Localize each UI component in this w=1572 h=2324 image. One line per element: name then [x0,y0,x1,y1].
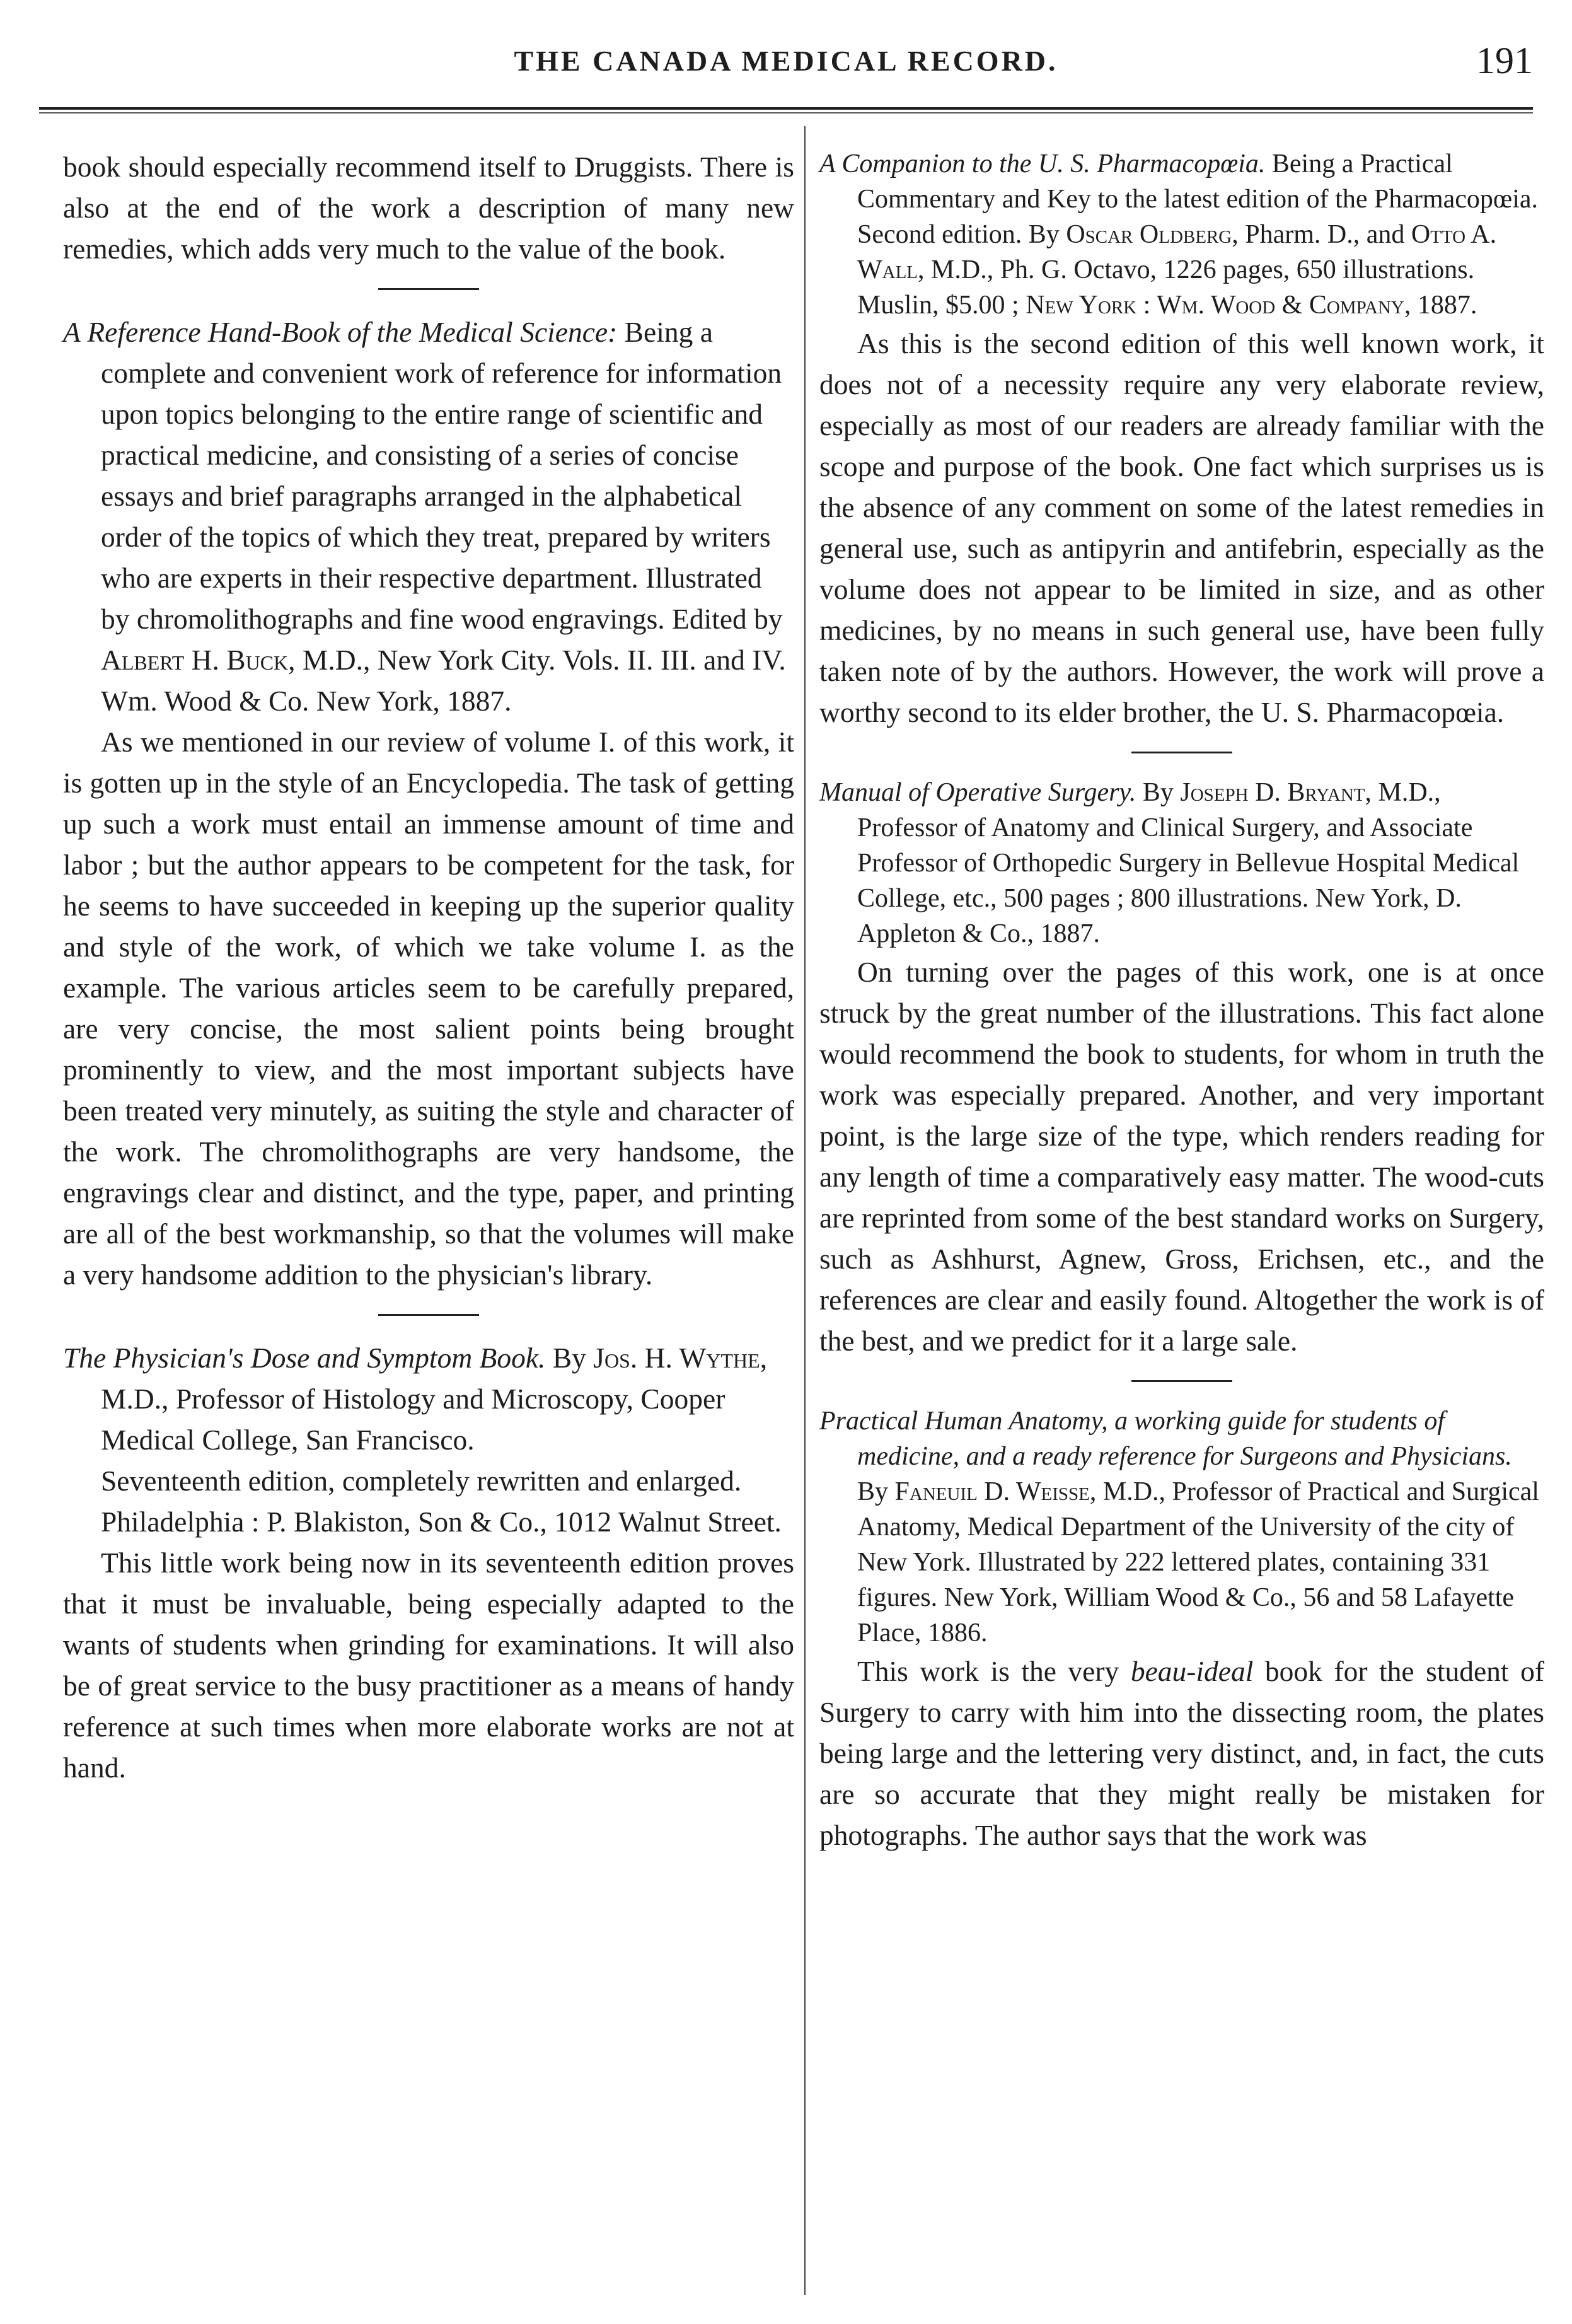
section-separator [378,1314,479,1316]
book-author: Joseph D. Bryant [1180,778,1365,807]
book-description: Being a Practical Commentary and Key to the latest edition of the Pharmacopœia. Second edition. By [857,149,1539,249]
right-column [819,146,1544,1856]
book-title: Manual of Operative Surgery. [819,778,1136,807]
author-joiner: , Pharm. D., and [1232,220,1405,249]
book-details: , M.D., Professor of Practical and Surgical Anatomy, Medical Department of the University of the city of New York. Illustrated by 222 lettered plates, containing 331 figures. New York, William Wood & Co., 56 and 58 Lafayette Place, 1886. [857,1477,1539,1647]
book-author: Oscar Oldberg [1066,220,1232,249]
by-label: By [857,1477,889,1506]
book-coauthor: Otto A. Wall [857,220,1497,284]
review-dose-symptom-book [63,1337,794,1788]
book-year: , 1887. [1404,291,1477,320]
review-body: This little work being now in its seventeenth edition proves that it must be invaluable, being especially adapted to the wants of students when grinding for examinations. It will also be of great service to the busy practitioner as a means of handy reference at such times when more elaborate works are not at hand. [63,1547,794,1784]
column-divider [804,126,806,2295]
body-text-end: book for the student of Surgery to carry with him into the dissecting room, the plates being large and the lettering very distinct, and, in fact, the cuts are so accurate that they might really be mistaken for photographs. The author says that the work was [819,1655,1544,1851]
book-publisher: New York : Wm. Wood & Company [1026,291,1404,320]
book-title: A Companion to the U. S. Pharmacopœia. [819,149,1266,178]
body-italic-term: beau-ideal [1130,1655,1254,1687]
book-details: , M.D., Ph. G. Octavo, 1226 pages, 650 illustrations. Muslin, $5.00 ; [857,255,1475,320]
review-heading [819,775,1544,951]
page-number: 191 [1476,40,1533,81]
book-title: The Physician's Dose and Symptom Book. [63,1342,546,1374]
book-details: , M.D., New York City. Vols. II. III. and IV. Wm. Wood & Co. New York, 1887. [101,644,786,717]
book-title: A Reference Hand-Book of the Medical Science: [63,316,618,348]
book-author: Faneuil D. Weisse [894,1477,1090,1506]
review-body: As we mentioned in our review of volume I. of this work, it is gotten up in the style of an Encyclopedia. The task of getting up such a work must entail an immense amount of time and labor ; but the author appears to be competent for the task, for he seems to have succeeded in keeping up the superior quality and style of the work, of which we take volume I. as the example. The various articles seem to be carefully prepared, are very concise, the most salient points being brought prominently to view, and the most important subjects have been treated very minutely, as suiting the style and character of the work. The chromolithographs are very handsome, the engravings clear and distinct, and the type, paper, and printing are all of the best workmanship, so that the volumes will make a very handsome addition to the physician's library. [63,726,794,1291]
review-reference-handbook [63,311,794,1295]
book-description: Being a complete and convenient work of reference for information upon topics belonging to the entire range of scientific and practical medicine, and consisting of a series of concise essays and brief paragraphs arranged in the alphabetical order of the topics of which they treat, prepared by writers who are experts in their respective department. Illustrated by chromolithographs and fine wood engravings. Edited by [101,316,783,635]
book-author: Albert H. Buck [101,644,289,676]
left-column [63,146,794,1788]
review-operative-surgery [819,775,1544,1361]
section-separator [1131,752,1232,753]
header-rule [39,107,1533,113]
review-heading [63,1337,794,1460]
continuation-paragraph: book should especially recommend itself to Druggists. There is also at the end of the work a description of many new remedies, which adds very much to the value of the book. [63,151,794,265]
review-practical-anatomy [819,1403,1544,1856]
book-edition: Seventeenth edition, completely rewritten and enlarged. [101,1465,742,1497]
page-header [0,39,1572,90]
section-separator [378,288,479,290]
by-label: By [545,1342,586,1374]
book-title: Practical Human Anatomy, a working guide for students of medicine, and a ready reference for Surgeons and Physicians. [819,1407,1512,1471]
body-text-start: This work is the very [857,1655,1131,1687]
book-details: , M.D., Professor of Histology and Microscopy, Cooper Medical College, San Francisco. [101,1342,768,1456]
review-heading [819,146,1544,323]
journal-title: THE CANADA MEDICAL RECORD. [514,45,1058,77]
by-label: By [1136,778,1174,807]
review-body [819,1651,1544,1856]
review-heading [819,1403,1544,1651]
review-pharmacopoeia-companion [819,146,1544,733]
book-author: Jos. H. Wythe [593,1342,760,1374]
section-separator [1131,1380,1232,1382]
review-heading [63,311,794,721]
review-body: On turning over the pages of this work, one is at once struck by the great number of the illustrations. This fact alone would recommend the book to students, for whom in truth the work was especially prepared. Another, and very important point, is the large size of the type, which renders reading for any length of time a comparatively easy matter. The wood-cuts are reprinted from some of the best standard works on Surgery, such as Ashhurst, Agnew, Gross, Erichsen, etc., and the references are clear and easily found. Altogether the work is of the best, and we predict for it a large sale. [819,956,1544,1357]
book-details: , M.D., Professor of Anatomy and Clinical Surgery, and Associate Professor of Orthopedic Surgery in Bellevue Hospital Medical College, etc., 500 pages ; 800 illustrations. New York, D. Appleton & Co., 1887. [857,778,1520,948]
review-body: As this is the second edition of this well known work, it does not of a necessity require any very elaborate review, especially as most of our readers are already familiar with the scope and purpose of the book. One fact which surprises us is the absence of any comment on some of the latest remedies in general use, such as antipyrin and antifebrin, especially as the volume does not appear to be limited in size, and as other medicines, by no means in such general use, have been fully taken note of by the authors. However, the work will prove a worthy second to its elder brother, the U. S. Pharmacopœia. [819,327,1544,728]
book-publisher: Philadelphia : P. Blakiston, Son & Co., 1012 Walnut Street. [101,1506,782,1538]
